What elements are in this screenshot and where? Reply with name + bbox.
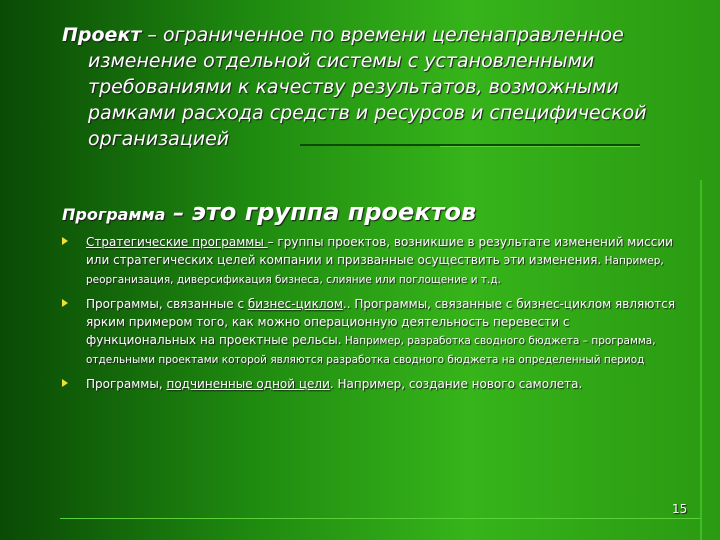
definition-line: изменение отдельной системы с установленными (88, 50, 595, 72)
program-term: Программа (62, 205, 166, 224)
decorative-line (60, 518, 700, 519)
list-item-example: Например, реорганизация, диверсификация бизнеса, слияние или поглощение и т.д. (86, 255, 664, 286)
list-item-text: . Например, создание нового самолета. (329, 377, 583, 391)
bullet-arrow-icon (62, 379, 68, 387)
bullet-arrow-icon (62, 237, 68, 245)
single-goal-link[interactable]: подчиненные одной цели (166, 377, 330, 391)
project-dash: – (141, 24, 163, 46)
list-item-prefix: Программы, связанные с (86, 297, 248, 311)
definition-line: требованиями к качеству результатов, возможными (88, 76, 619, 98)
business-cycle-link[interactable]: бизнес-циклом (247, 297, 343, 311)
list-item (62, 295, 680, 369)
list-item-text: – группы проектов, возникшие в результате изменений миссии или стратегических целей компании и призванные осуществить эти изменения. (86, 235, 673, 267)
definition-line: рамками расхода средств и ресурсов и специфической (88, 102, 647, 124)
list-item-prefix: Программы, (86, 377, 167, 391)
strategic-programs-link[interactable]: Стратегические программы (86, 235, 268, 249)
page-number: 15 (672, 502, 688, 516)
list-item-text: .. Программы, связанные с бизнес-циклом являются ярким примером того, как можно операционную деятельность перевести с функциональных на проектные рельсы. (86, 297, 676, 347)
program-description: это группа проектов (191, 198, 477, 226)
list-item (62, 375, 680, 393)
project-definition (62, 22, 662, 152)
project-term: Проект (62, 24, 142, 46)
list-item (62, 233, 680, 289)
program-definition (62, 198, 662, 226)
definition-line: организацией (88, 128, 230, 150)
program-types-list (62, 233, 680, 399)
definition-line: ограниченное по времени целенаправленное (162, 24, 624, 46)
list-item-example: Например, разработка сводного бюджета – программа, отдельными проектами которой являются разработка сводного бюджета на определенный период (86, 335, 656, 366)
program-dash: – (165, 201, 192, 226)
decorative-line (700, 180, 702, 540)
bullet-arrow-icon (62, 299, 68, 307)
